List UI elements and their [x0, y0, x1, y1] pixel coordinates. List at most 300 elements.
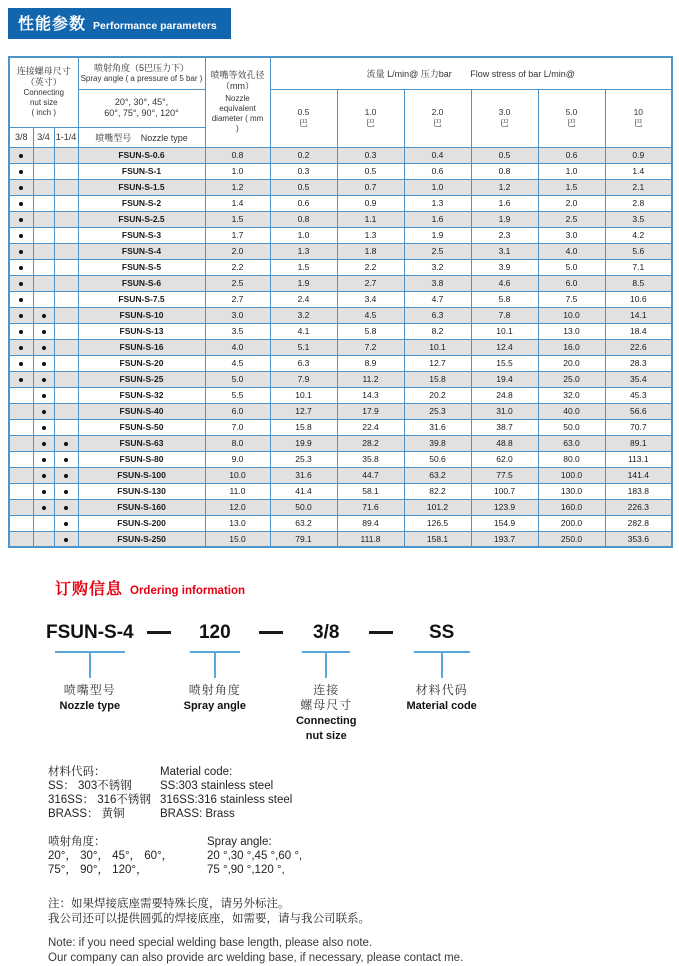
nut-dot-cell — [33, 243, 54, 259]
part-label-en-line2: nut size — [305, 730, 347, 742]
flow-header-cn: 流量 L/min@ 压力bar — [366, 69, 452, 80]
banner-title-en: Performance parameters — [93, 20, 217, 32]
nozzle-type-cell: FSUN-S-20 — [78, 355, 205, 371]
flow-value-cell: 63.0 — [538, 435, 605, 451]
text-line: SS： 303不锈钢 — [48, 780, 132, 792]
flow-value-cell: 1.0 — [270, 227, 337, 243]
nut-dot-cell — [54, 291, 78, 307]
flow-value-cell: 31.6 — [404, 419, 471, 435]
header-row-1 — [9, 57, 672, 89]
dash-separator — [369, 631, 393, 634]
flow-header-en: Flow stress of bar L/min@ — [470, 69, 575, 80]
nozzle-type-cell: FSUN-S-0.6 — [78, 147, 205, 163]
nut-dot-cell — [9, 483, 33, 499]
nut-dot-cell — [33, 467, 54, 483]
nut-dot-cell — [33, 323, 54, 339]
connector-line — [190, 651, 240, 676]
dot-icon — [64, 506, 68, 510]
flow-value-cell: 20.0 — [538, 355, 605, 371]
diameter-cell: 1.7 — [205, 227, 270, 243]
table-row — [9, 355, 672, 371]
nut-dot-cell — [33, 419, 54, 435]
nut-dot-cell — [33, 339, 54, 355]
flow-value-cell: 24.8 — [471, 387, 538, 403]
diameter-header-en: Nozzle equivalent diameter ( mm ) — [211, 94, 264, 134]
nozzle-type-cell: FSUN-S-2 — [78, 195, 205, 211]
text-line: 75°， 90°， 120°， — [48, 864, 148, 876]
part-number-diagram — [46, 623, 679, 743]
nut-size-header-cn: 连接螺母尺寸 — [16, 66, 71, 77]
nozzle-type-cell: FSUN-S-1 — [78, 163, 205, 179]
table-row — [9, 211, 672, 227]
nut-dot-cell — [33, 163, 54, 179]
text-line: Note: if you need special welding base length, please also note. — [48, 937, 373, 949]
table-row — [9, 163, 672, 179]
dash-separator — [147, 631, 171, 634]
flow-value-cell: 25.3 — [404, 403, 471, 419]
nut-dot-cell — [9, 451, 33, 467]
text-line: 316SS:316 stainless steel — [160, 794, 293, 806]
flow-value-cell: 45.3 — [605, 387, 672, 403]
material-code-block — [48, 765, 679, 821]
flow-value-cell: 63.2 — [270, 515, 337, 531]
ordering-information-heading — [55, 576, 679, 599]
flow-value-cell: 31.6 — [270, 467, 337, 483]
diameter-cell: 9.0 — [205, 451, 270, 467]
dot-icon — [19, 362, 23, 366]
pressure-value: 5.0 — [565, 107, 578, 117]
nut-dot-cell — [33, 211, 54, 227]
flow-value-cell: 58.1 — [337, 483, 404, 499]
flow-value-cell: 0.3 — [337, 147, 404, 163]
part-code-nozzle: FSUN-S-4 — [46, 622, 134, 643]
notes-section — [48, 897, 679, 966]
pressure-value: 3.0 — [498, 107, 511, 117]
pressure-value: 0.5 — [297, 107, 310, 117]
nut-dot-cell — [54, 211, 78, 227]
flow-value-cell: 6.3 — [404, 307, 471, 323]
connector-line — [55, 651, 125, 676]
nut-dot-cell — [9, 291, 33, 307]
nozzle-type-cell: FSUN-S-3 — [78, 227, 205, 243]
flow-value-cell: 5.1 — [270, 339, 337, 355]
flow-value-cell: 0.9 — [605, 147, 672, 163]
dot-icon — [19, 298, 23, 302]
flow-value-cell: 25.0 — [538, 371, 605, 387]
spray-angle-cn-column — [48, 835, 207, 877]
flow-value-cell: 130.0 — [538, 483, 605, 499]
banner-title-cn: 性能参数 — [18, 16, 87, 33]
nut-dot-cell — [33, 227, 54, 243]
nozzle-type-cell: FSUN-S-32 — [78, 387, 205, 403]
flow-value-cell: 62.0 — [471, 451, 538, 467]
table-row — [9, 291, 672, 307]
pressure-header-row — [9, 89, 672, 127]
dot-icon — [64, 458, 68, 462]
flow-value-cell: 39.8 — [404, 435, 471, 451]
material-code-cn-column — [48, 765, 160, 821]
dash-separator — [259, 631, 283, 634]
nozzle-type-header-en: Nozzle type — [140, 133, 188, 143]
flow-value-cell: 5.0 — [538, 259, 605, 275]
flow-value-cell: 1.1 — [337, 211, 404, 227]
part-code-angle: 120 — [198, 622, 231, 643]
nozzle-type-cell: FSUN-S-13 — [78, 323, 205, 339]
flow-value-cell: 353.6 — [605, 531, 672, 547]
table-row — [9, 499, 672, 515]
diameter-cell: 2.2 — [205, 259, 270, 275]
nut-dot-cell — [33, 355, 54, 371]
flow-value-cell: 4.6 — [471, 275, 538, 291]
flow-value-cell: 18.4 — [605, 323, 672, 339]
flow-value-cell: 40.0 — [538, 403, 605, 419]
flow-value-cell: 22.6 — [605, 339, 672, 355]
dot-icon — [64, 538, 68, 542]
nut-dot-cell — [33, 195, 54, 211]
flow-value-cell: 70.7 — [605, 419, 672, 435]
table-row — [9, 483, 672, 499]
nozzle-type-cell: FSUN-S-1.5 — [78, 179, 205, 195]
nut-dot-cell — [9, 163, 33, 179]
flow-value-cell: 44.7 — [337, 467, 404, 483]
nut-size-3-8: 3/8 — [9, 127, 33, 147]
flow-value-cell: 0.8 — [471, 163, 538, 179]
nut-dot-cell — [54, 323, 78, 339]
flow-value-cell: 2.4 — [270, 291, 337, 307]
dot-icon — [64, 474, 68, 478]
nut-dot-cell — [54, 243, 78, 259]
flow-value-cell: 113.1 — [605, 451, 672, 467]
flow-value-cell: 8.2 — [404, 323, 471, 339]
nut-size-header-en: Connecting — [23, 88, 64, 98]
flow-value-cell: 2.8 — [605, 195, 672, 211]
flow-value-cell: 80.0 — [538, 451, 605, 467]
nozzle-type-cell: FSUN-S-250 — [78, 531, 205, 547]
diameter-cell: 15.0 — [205, 531, 270, 547]
connector-line — [302, 651, 350, 676]
part-material-code — [406, 623, 476, 713]
flow-value-cell: 38.7 — [471, 419, 538, 435]
flow-value-cell: 154.9 — [471, 515, 538, 531]
flow-value-cell: 200.0 — [538, 515, 605, 531]
nut-size-header-en2: nut size — [29, 98, 58, 108]
flow-value-cell: 4.1 — [270, 323, 337, 339]
diameter-cell: 0.8 — [205, 147, 270, 163]
nut-dot-cell — [9, 531, 33, 547]
flow-value-cell: 3.8 — [404, 275, 471, 291]
spray-angle-en-column — [207, 835, 302, 877]
diameter-cell: 11.0 — [205, 483, 270, 499]
flow-value-cell: 3.0 — [538, 227, 605, 243]
nut-dot-cell — [9, 355, 33, 371]
ordering-heading-cn: 订购信息 — [55, 581, 124, 598]
diameter-cell: 8.0 — [205, 435, 270, 451]
flow-value-cell: 12.7 — [404, 355, 471, 371]
flow-value-cell: 2.5 — [404, 243, 471, 259]
nut-dot-cell — [9, 227, 33, 243]
angles-list-cell — [78, 89, 205, 127]
diameter-cell: 2.0 — [205, 243, 270, 259]
pressure-unit: 巴 — [567, 118, 576, 128]
dot-icon — [19, 218, 23, 222]
text-line: 20°， 30°， 45°， 60°， — [48, 850, 174, 862]
dot-icon — [19, 378, 23, 382]
flow-value-cell: 50.0 — [538, 419, 605, 435]
nozzle-type-cell: FSUN-S-6 — [78, 275, 205, 291]
diameter-cell: 6.0 — [205, 403, 270, 419]
nut-dot-cell — [9, 419, 33, 435]
flow-value-cell: 0.6 — [404, 163, 471, 179]
connector-line — [414, 651, 470, 676]
dot-icon — [19, 154, 23, 158]
dot-icon — [42, 490, 46, 494]
pressure-value: 2.0 — [431, 107, 444, 117]
table-row — [9, 323, 672, 339]
flow-value-cell: 22.4 — [337, 419, 404, 435]
nut-dot-cell — [9, 195, 33, 211]
flow-value-cell: 28.2 — [337, 435, 404, 451]
dot-icon — [19, 266, 23, 270]
flow-value-cell: 82.2 — [404, 483, 471, 499]
material-code-en-column — [160, 765, 292, 821]
dot-icon — [42, 426, 46, 430]
part-label-cn-line1: 连接 — [313, 683, 340, 697]
nut-dot-cell — [33, 147, 54, 163]
pressure-value: 1.0 — [364, 107, 377, 117]
flow-value-cell: 32.0 — [538, 387, 605, 403]
text-line: Material code: — [160, 766, 233, 778]
flow-value-cell: 20.2 — [404, 387, 471, 403]
nut-dot-cell — [54, 227, 78, 243]
part-code-nut: 3/8 — [313, 622, 340, 643]
flow-value-cell: 16.0 — [538, 339, 605, 355]
nozzle-type-cell: FSUN-S-25 — [78, 371, 205, 387]
flow-value-cell: 226.3 — [605, 499, 672, 515]
diameter-header-cn2: （mm） — [221, 81, 255, 92]
nut-dot-cell — [54, 483, 78, 499]
table-row — [9, 275, 672, 291]
nut-dot-cell — [54, 515, 78, 531]
nozzle-type-cell: FSUN-S-63 — [78, 435, 205, 451]
flow-value-cell: 3.9 — [471, 259, 538, 275]
part-spray-angle — [184, 623, 246, 713]
nut-dot-cell — [33, 531, 54, 547]
table-row — [9, 387, 672, 403]
nut-size-3-4: 3/4 — [33, 127, 54, 147]
notes-en — [48, 936, 679, 966]
flow-value-cell: 1.0 — [404, 179, 471, 195]
flow-value-cell: 5.8 — [337, 323, 404, 339]
spray-angle-header-cn: 喷射角度（5巴压力下） — [94, 62, 190, 73]
flow-header — [270, 57, 672, 89]
flow-value-cell: 35.4 — [605, 371, 672, 387]
diameter-cell: 2.5 — [205, 275, 270, 291]
table-row — [9, 259, 672, 275]
nozzle-type-cell: FSUN-S-16 — [78, 339, 205, 355]
flow-value-cell: 10.0 — [538, 307, 605, 323]
flow-value-cell: 50.6 — [404, 451, 471, 467]
flow-value-cell: 3.4 — [337, 291, 404, 307]
flow-value-cell: 1.5 — [538, 179, 605, 195]
angles-line-2: 60°, 75°, 90°, 120° — [104, 108, 179, 118]
diameter-cell: 1.4 — [205, 195, 270, 211]
flow-value-cell: 15.8 — [404, 371, 471, 387]
nut-dot-cell — [54, 163, 78, 179]
nut-dot-cell — [54, 179, 78, 195]
flow-value-cell: 10.6 — [605, 291, 672, 307]
diameter-cell: 1.2 — [205, 179, 270, 195]
nut-dot-cell — [54, 355, 78, 371]
table-row — [9, 515, 672, 531]
flow-value-cell: 1.6 — [404, 211, 471, 227]
diameter-cell: 5.5 — [205, 387, 270, 403]
spray-angle-header-en: Spray angle ( a pressure of 5 bar ) — [80, 73, 203, 83]
flow-value-cell: 0.4 — [404, 147, 471, 163]
dot-icon — [42, 442, 46, 446]
flow-value-cell: 77.5 — [471, 467, 538, 483]
flow-value-cell: 14.1 — [605, 307, 672, 323]
nut-size-1-1-4: 1-1/4 — [54, 127, 78, 147]
nozzle-type-cell: FSUN-S-10 — [78, 307, 205, 323]
diameter-cell: 2.7 — [205, 291, 270, 307]
nut-dot-cell — [9, 259, 33, 275]
performance-parameters-banner — [8, 8, 231, 39]
text-line: 喷射角度： — [48, 836, 106, 848]
flow-value-cell: 158.1 — [404, 531, 471, 547]
nut-size-header-cn2: （英寸） — [25, 77, 62, 88]
nut-dot-cell — [33, 515, 54, 531]
flow-value-cell: 3.2 — [404, 259, 471, 275]
text-line: SS:303 stainless steel — [160, 780, 274, 792]
nut-dot-cell — [9, 243, 33, 259]
flow-value-cell: 0.6 — [538, 147, 605, 163]
flow-value-cell: 25.3 — [270, 451, 337, 467]
flow-value-cell: 8.9 — [337, 355, 404, 371]
flow-value-cell: 2.5 — [538, 211, 605, 227]
dot-icon — [19, 282, 23, 286]
nozzle-type-cell: FSUN-S-5 — [78, 259, 205, 275]
flow-value-cell: 79.1 — [270, 531, 337, 547]
nut-dot-cell — [33, 451, 54, 467]
nut-dot-cell — [9, 467, 33, 483]
dot-icon — [64, 490, 68, 494]
dot-icon — [42, 474, 46, 478]
pressure-unit: 巴 — [299, 118, 308, 128]
nut-dot-cell — [54, 531, 78, 547]
flow-value-cell: 126.5 — [404, 515, 471, 531]
dot-icon — [19, 202, 23, 206]
nut-dot-cell — [33, 387, 54, 403]
flow-value-cell: 1.9 — [471, 211, 538, 227]
flow-value-cell: 1.3 — [404, 195, 471, 211]
nozzle-type-header — [78, 127, 205, 147]
nut-dot-cell — [54, 195, 78, 211]
flow-value-cell: 1.4 — [605, 163, 672, 179]
flow-value-cell: 0.9 — [337, 195, 404, 211]
diameter-cell: 7.0 — [205, 419, 270, 435]
spray-angle-block — [48, 835, 679, 877]
flow-value-cell: 89.1 — [605, 435, 672, 451]
equivalent-diameter-header — [205, 57, 270, 147]
flow-value-cell: 14.3 — [337, 387, 404, 403]
flow-value-cell: 10.1 — [270, 387, 337, 403]
nut-dot-cell — [33, 499, 54, 515]
table-row — [9, 307, 672, 323]
dot-icon — [42, 330, 46, 334]
dot-icon — [42, 362, 46, 366]
part-label-cn: 材料代码 — [415, 683, 468, 697]
nut-dot-cell — [9, 179, 33, 195]
flow-value-cell: 19.9 — [270, 435, 337, 451]
nut-dot-cell — [9, 323, 33, 339]
diameter-cell: 1.5 — [205, 211, 270, 227]
flow-value-cell: 1.0 — [538, 163, 605, 179]
dot-icon — [19, 314, 23, 318]
flow-value-cell: 4.7 — [404, 291, 471, 307]
diameter-cell: 13.0 — [205, 515, 270, 531]
flow-value-cell: 48.8 — [471, 435, 538, 451]
diameter-cell: 3.0 — [205, 307, 270, 323]
dot-icon — [42, 506, 46, 510]
pressure-unit: 巴 — [366, 118, 375, 128]
diameter-cell: 10.0 — [205, 467, 270, 483]
nut-dot-cell — [33, 275, 54, 291]
nut-dot-cell — [33, 483, 54, 499]
text-line: 316SS： 316不锈钢 — [48, 794, 151, 806]
nut-dot-cell — [54, 371, 78, 387]
table-row — [9, 147, 672, 163]
text-line: 75 °,90 °,120 °, — [207, 864, 285, 876]
nut-dot-cell — [54, 499, 78, 515]
dot-icon — [42, 394, 46, 398]
flow-value-cell: 2.0 — [538, 195, 605, 211]
part-label-en: Nozzle type — [59, 700, 121, 712]
flow-value-cell: 0.3 — [270, 163, 337, 179]
nut-dot-cell — [9, 307, 33, 323]
flow-value-cell: 5.8 — [471, 291, 538, 307]
nut-dot-cell — [54, 307, 78, 323]
table-row — [9, 403, 672, 419]
flow-value-cell: 13.0 — [538, 323, 605, 339]
diameter-cell: 4.5 — [205, 355, 270, 371]
dot-icon — [19, 330, 23, 334]
flow-value-cell: 17.9 — [337, 403, 404, 419]
flow-value-cell: 193.7 — [471, 531, 538, 547]
part-code-material: SS — [428, 622, 455, 643]
flow-value-cell: 0.2 — [270, 147, 337, 163]
table-row — [9, 451, 672, 467]
text-line: BRASS： 黄铜 — [48, 808, 125, 820]
flow-value-cell: 100.0 — [538, 467, 605, 483]
flow-value-cell: 6.3 — [270, 355, 337, 371]
dot-icon — [19, 170, 23, 174]
nozzle-type-cell: FSUN-S-160 — [78, 499, 205, 515]
pressure-header-cell — [337, 89, 404, 147]
flow-value-cell: 71.6 — [337, 499, 404, 515]
flow-value-cell: 5.6 — [605, 243, 672, 259]
pressure-header-cell — [404, 89, 471, 147]
flow-value-cell: 2.7 — [337, 275, 404, 291]
table-row — [9, 179, 672, 195]
nut-dot-cell — [54, 435, 78, 451]
nut-dot-cell — [54, 259, 78, 275]
part-label-en: Spray angle — [183, 700, 246, 712]
table-row — [9, 531, 672, 547]
text-line: 20 °,30 °,45 °,60 °, — [207, 850, 303, 862]
table-row — [9, 195, 672, 211]
nut-dot-cell — [54, 467, 78, 483]
flow-value-cell: 2.2 — [337, 259, 404, 275]
